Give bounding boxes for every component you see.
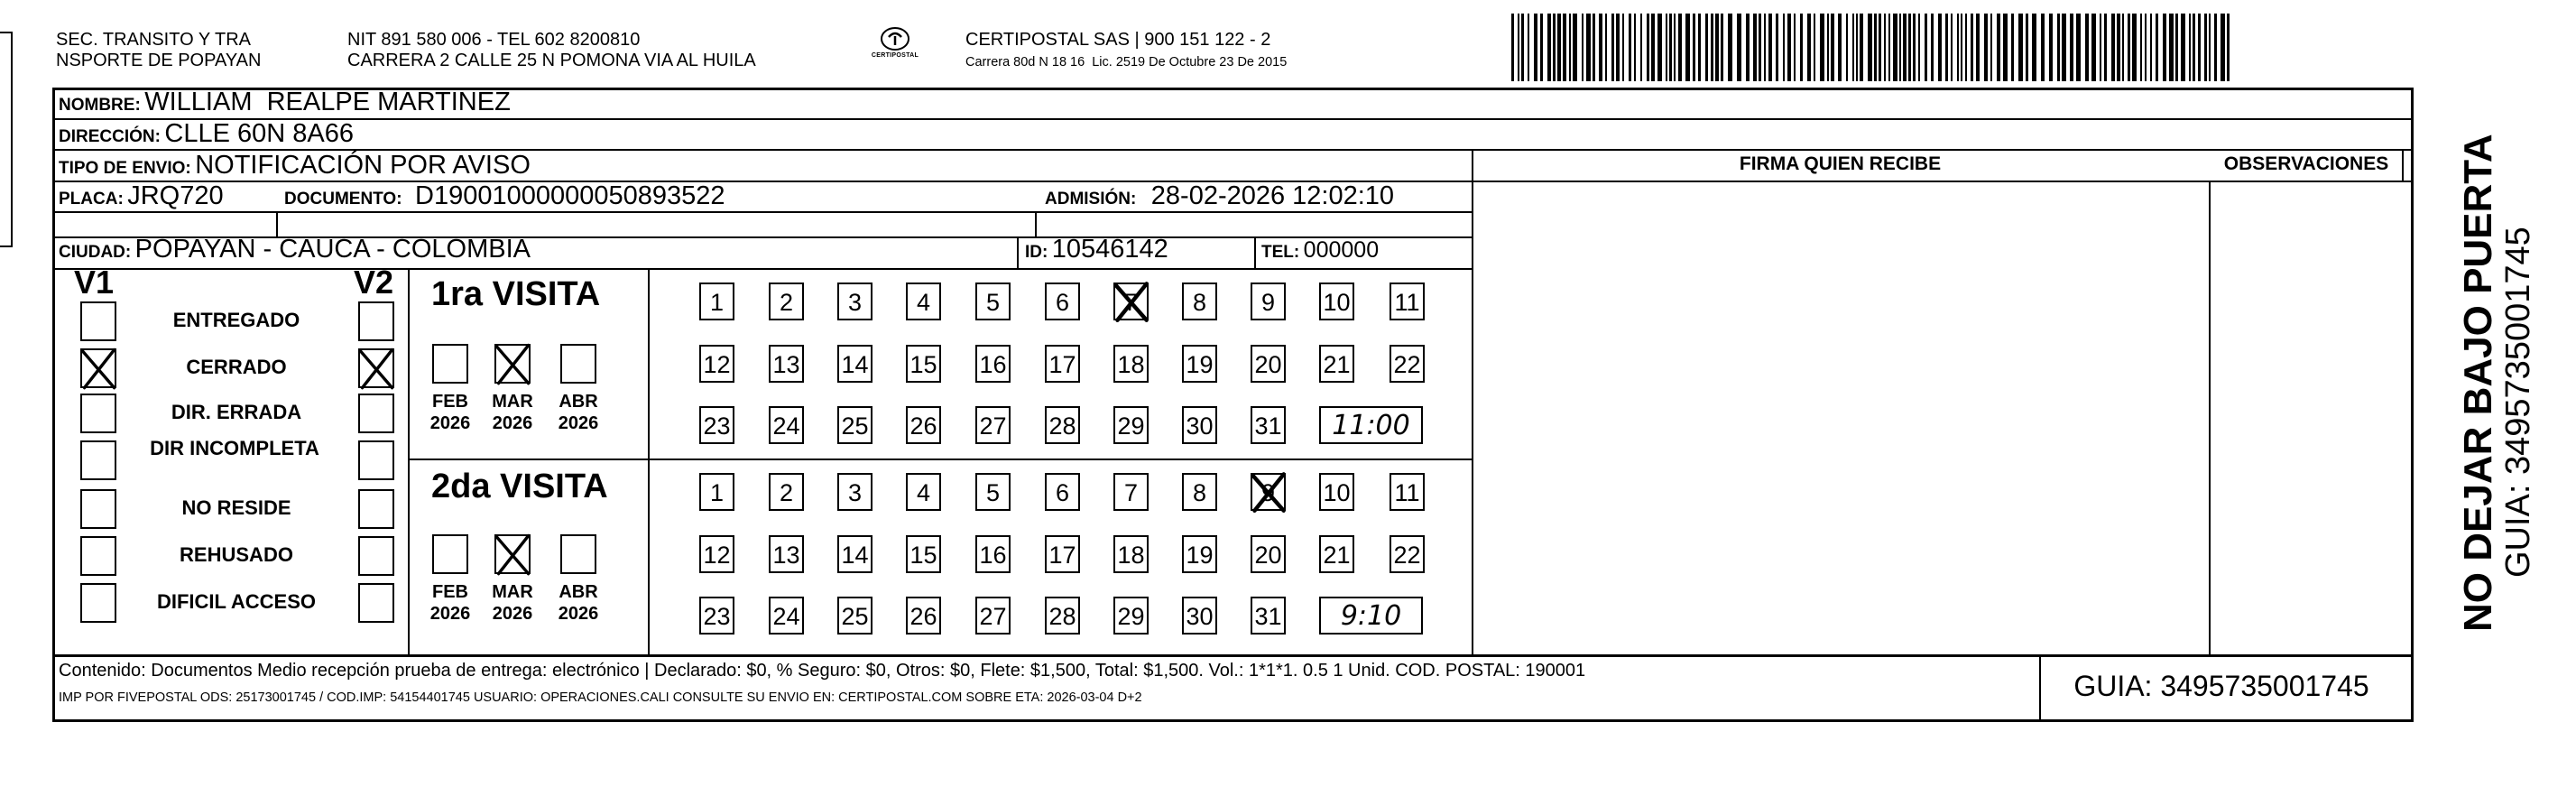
tel-cell (1261, 237, 1379, 264)
day-box[interactable]: 12 (699, 535, 734, 573)
v2-checkbox[interactable] (358, 348, 394, 388)
admision-cell (1045, 181, 1394, 211)
day-box[interactable]: 7 (1113, 473, 1149, 511)
barcode (1511, 14, 2233, 81)
day-box[interactable]: 11 (1390, 473, 1425, 511)
day-box[interactable]: 21 (1319, 535, 1354, 573)
day-box[interactable]: 2 (769, 283, 804, 320)
day-box[interactable]: 24 (769, 406, 804, 444)
nombre-value: WILLIAM REALPE MARTINEZ (144, 88, 511, 116)
address-line: CARRERA 2 CALLE 25 N POMONA VIA AL HUILA (347, 51, 756, 70)
direccion-value: CLLE 60N 8A66 (164, 119, 354, 148)
day-box[interactable]: 25 (837, 406, 873, 444)
day-box[interactable]: 11 (1390, 283, 1425, 320)
day-box[interactable]: 9 (1251, 283, 1286, 320)
status-label: DIFICIL ACCESO (156, 590, 316, 613)
placa-value: JRQ720 (127, 181, 224, 210)
handwritten-x-mark (493, 342, 532, 385)
nombre-row (59, 88, 511, 117)
v1-checkbox[interactable] (80, 583, 116, 623)
handwritten-x-mark (78, 347, 118, 390)
day-box[interactable]: 1 (699, 473, 734, 511)
visit-time-handwritten: 11:00 (1332, 410, 1410, 441)
day-box[interactable]: 29 (1113, 597, 1149, 635)
day-box[interactable]: 22 (1390, 535, 1425, 573)
day-box[interactable]: 16 (975, 535, 1011, 573)
nombre-label: NOMBRE: (59, 96, 141, 115)
day-box[interactable]: 20 (1251, 535, 1286, 573)
day-box[interactable]: 28 (1045, 597, 1080, 635)
nit-line: NIT 891 580 006 - TEL 602 8200810 (347, 30, 641, 50)
license-line: Carrera 80d N 18 16 Lic. 2519 De Octubre 23 De 2015 (965, 55, 1288, 69)
day-box[interactable]: 8 (1182, 283, 1217, 320)
day-box[interactable]: 17 (1045, 535, 1080, 573)
ciudad-value: POPAYAN - CAUCA - COLOMBIA (134, 235, 531, 264)
day-box[interactable]: 9 (1251, 473, 1286, 511)
v2-checkbox[interactable] (358, 583, 394, 623)
day-box[interactable]: 24 (769, 597, 804, 635)
placa-cell (59, 181, 224, 211)
day-box[interactable]: 5 (975, 283, 1011, 320)
day-box[interactable]: 22 (1390, 345, 1425, 383)
observaciones-label: OBSERVACIONES (2223, 153, 2389, 174)
v1-checkbox[interactable] (80, 301, 116, 341)
placa-label: PLACA: (59, 190, 124, 208)
day-box[interactable]: 17 (1045, 345, 1080, 383)
day-box[interactable]: 27 (975, 406, 1011, 444)
month-checkbox[interactable] (494, 344, 531, 384)
day-box[interactable]: 14 (837, 345, 873, 383)
second-visit-label: 2da VISITA (431, 468, 608, 505)
tel-value: 000000 (1303, 237, 1380, 263)
side-warning: NO DEJAR BAJO PUERTA (2456, 134, 2500, 632)
status-label: REHUSADO (180, 543, 293, 566)
contents-line: Contenido: Documentos Medio recepción prueba de entrega: electrónico | Declarado: $0, % Seguro: $0, Otros: $0, Flete: $1,500, Total: $1,500. Vol.: 1*1*1. 0.5 1 Unid. COD. POSTAL: 190001 (59, 661, 1586, 681)
day-box[interactable]: 16 (975, 345, 1011, 383)
day-box[interactable]: 25 (837, 597, 873, 635)
day-box[interactable]: 19 (1182, 345, 1217, 383)
visit-time-handwritten: 9:10 (1340, 600, 1402, 632)
month-checkbox[interactable] (432, 534, 468, 574)
day-box[interactable]: 31 (1251, 406, 1286, 444)
day-box[interactable]: 19 (1182, 535, 1217, 573)
month-label: ABR 2026 (558, 392, 599, 433)
fold-mark (0, 32, 13, 247)
month-label: FEB 2026 (429, 392, 471, 433)
day-box[interactable]: 26 (906, 597, 941, 635)
day-box[interactable]: 15 (906, 535, 941, 573)
month-checkbox[interactable] (494, 534, 531, 574)
logo-text: CERTIPOSTAL (871, 52, 919, 59)
documento-label: DOCUMENTO: (284, 190, 402, 208)
tel-label: TEL: (1261, 243, 1300, 262)
day-box[interactable]: 26 (906, 406, 941, 444)
month-label: MAR 2026 (492, 582, 533, 624)
v1-checkbox[interactable] (80, 536, 116, 576)
v1-checkbox[interactable] (80, 394, 116, 433)
day-box[interactable]: 12 (699, 345, 734, 383)
day-box[interactable]: 1 (699, 283, 734, 320)
ciudad-label: CIUDAD: (59, 243, 132, 262)
day-box[interactable]: 18 (1113, 345, 1149, 383)
day-box[interactable]: 4 (906, 473, 941, 511)
day-box[interactable]: 21 (1319, 345, 1354, 383)
day-box[interactable]: 3 (837, 283, 873, 320)
guia-box: GUIA: 3495735001745 (2073, 670, 2369, 702)
v2-checkbox[interactable] (358, 536, 394, 576)
day-box[interactable]: 18 (1113, 535, 1149, 573)
tipo-value: NOTIFICACIÓN POR AVISO (195, 151, 531, 180)
v1-checkbox[interactable] (80, 489, 116, 529)
status-label: ENTREGADO (172, 309, 300, 331)
day-box[interactable]: 29 (1113, 406, 1149, 444)
handwritten-x-mark (493, 533, 532, 576)
v2-checkbox[interactable] (358, 489, 394, 529)
documento-cell (284, 181, 725, 211)
day-box[interactable]: 13 (769, 535, 804, 573)
handwritten-x-mark (1112, 281, 1150, 322)
id-cell (1025, 235, 1168, 264)
v1-checkbox[interactable] (80, 440, 116, 480)
sender-line-2: NSPORTE DE POPAYAN (56, 51, 262, 70)
tipo-label: TIPO DE ENVIO: (59, 159, 191, 178)
visit-time-box[interactable] (1319, 597, 1423, 635)
status-label: DIR INCOMPLETA (150, 437, 319, 459)
day-box[interactable]: 23 (699, 406, 734, 444)
direccion-label: DIRECCIÓN: (59, 127, 161, 146)
sender-line-1: SEC. TRANSITO Y TRA (56, 30, 251, 50)
handwritten-x-mark (1249, 471, 1288, 513)
v2-checkbox[interactable] (358, 301, 394, 341)
day-box[interactable]: 27 (975, 597, 1011, 635)
handwritten-x-mark (356, 347, 396, 390)
side-guia: GUIA: 3495735001745 (2499, 227, 2537, 578)
day-box[interactable]: 4 (906, 283, 941, 320)
admision-value: 28-02-2026 12:02:10 (1150, 181, 1395, 210)
visit-time-box[interactable] (1319, 406, 1423, 444)
day-box[interactable]: 15 (906, 345, 941, 383)
documento-value: D19001000000050893522 (415, 181, 725, 210)
month-checkbox[interactable] (560, 534, 596, 574)
day-box[interactable]: 7 (1113, 283, 1149, 320)
v1-label: V1 (74, 264, 115, 301)
day-box[interactable]: 31 (1251, 597, 1286, 635)
month-checkbox[interactable] (432, 344, 468, 384)
day-box[interactable]: 14 (837, 535, 873, 573)
month-label: FEB 2026 (429, 582, 471, 624)
month-label: ABR 2026 (558, 582, 599, 624)
v1-checkbox[interactable] (80, 348, 116, 388)
company-line: CERTIPOSTAL SAS | 900 151 122 - 2 (965, 30, 1271, 50)
tipo-row (59, 151, 531, 181)
day-box[interactable]: 23 (699, 597, 734, 635)
day-box[interactable]: 5 (975, 473, 1011, 511)
day-box[interactable]: 6 (1045, 473, 1080, 511)
direccion-row (59, 119, 354, 149)
day-box[interactable]: 8 (1182, 473, 1217, 511)
first-visit-label: 1ra VISITA (431, 275, 601, 313)
status-label: NO RESIDE (181, 496, 291, 519)
month-label: MAR 2026 (492, 392, 533, 433)
status-label: DIR. ERRADA (171, 401, 302, 423)
day-box[interactable]: 10 (1319, 473, 1354, 511)
day-box[interactable]: 30 (1182, 406, 1217, 444)
ciudad-cell (59, 235, 531, 264)
day-box[interactable]: 28 (1045, 406, 1080, 444)
id-value: 10546142 (1051, 235, 1168, 264)
day-box[interactable]: 10 (1319, 283, 1354, 320)
month-checkbox[interactable] (560, 344, 596, 384)
day-box[interactable]: 2 (769, 473, 804, 511)
day-box[interactable]: 30 (1182, 597, 1217, 635)
print-info-line: IMP POR FIVEPOSTAL ODS: 25173001745 / COD.IMP: 54154401745 USUARIO: OPERACIONES.CALI CONSULTE SU ENVIO EN: CERTIPOSTAL.COM SOBRE ETA: 2026-03-04 D+2 (59, 690, 1142, 705)
day-box[interactable]: 20 (1251, 345, 1286, 383)
day-box[interactable]: 3 (837, 473, 873, 511)
certipostal-logo (866, 25, 924, 76)
id-label: ID: (1025, 243, 1048, 262)
v2-label: V2 (354, 264, 394, 301)
v2-checkbox[interactable] (358, 394, 394, 433)
day-box[interactable]: 13 (769, 345, 804, 383)
v2-checkbox[interactable] (358, 440, 394, 480)
day-box[interactable]: 6 (1045, 283, 1080, 320)
admision-label: ADMISIÓN: (1045, 190, 1137, 208)
status-label: CERRADO (186, 356, 287, 378)
firma-label: FIRMA QUIEN RECIBE (1739, 153, 1942, 174)
